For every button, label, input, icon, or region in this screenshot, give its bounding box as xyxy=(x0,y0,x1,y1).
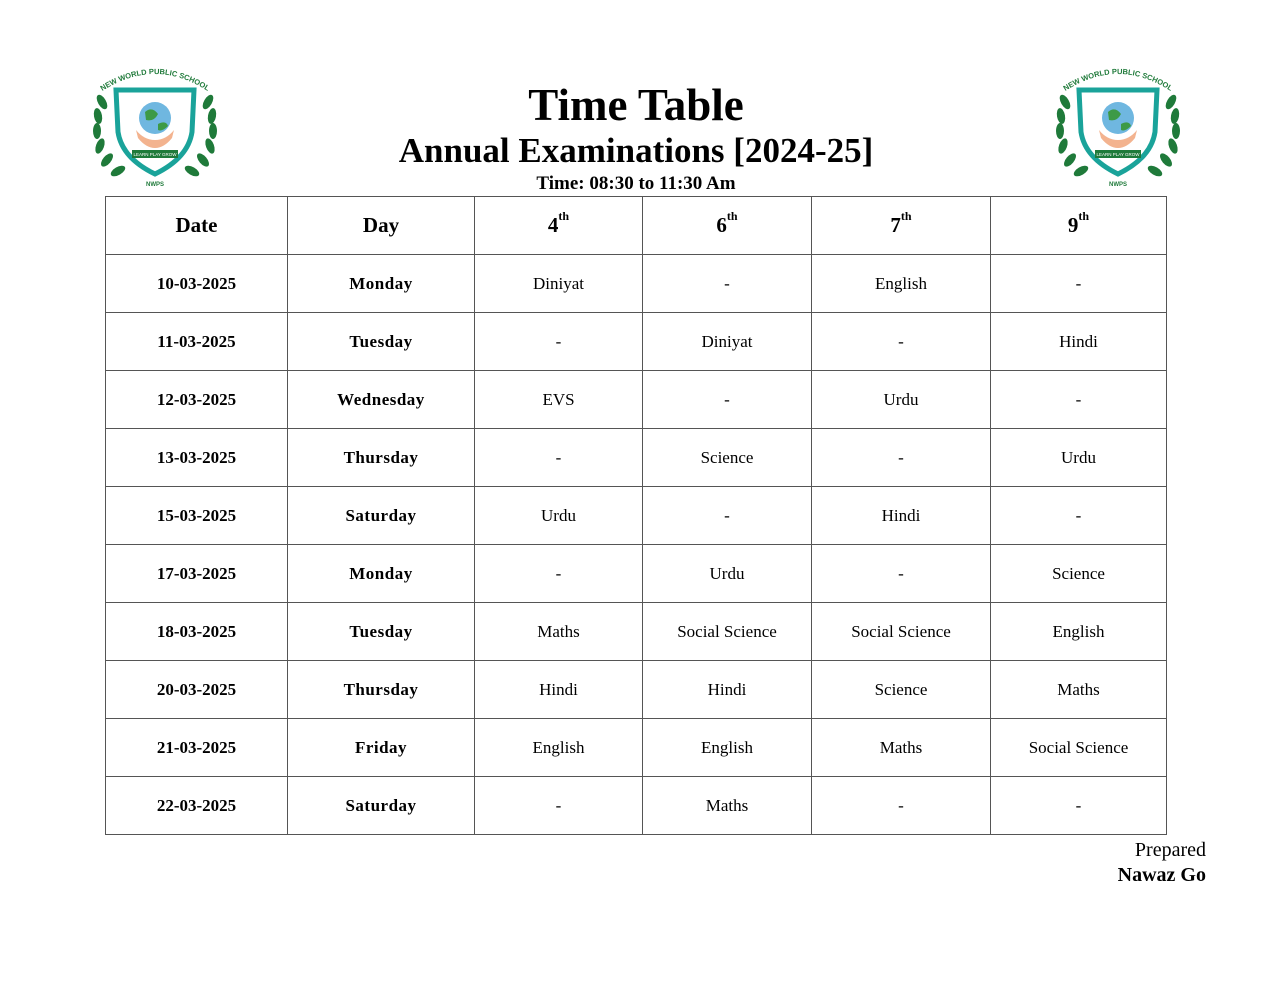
date-cell: 18-03-2025 xyxy=(106,603,288,661)
subject-cell: Hindi xyxy=(643,661,812,719)
date-cell: 20-03-2025 xyxy=(106,661,288,719)
date-cell: 21-03-2025 xyxy=(106,719,288,777)
exam-time: Time: 08:30 to 11:30 Am xyxy=(536,173,736,194)
subject-cell: - xyxy=(475,313,643,371)
subject-cell: - xyxy=(475,545,643,603)
column-header: 4th xyxy=(475,197,643,255)
date-cell: 17-03-2025 xyxy=(106,545,288,603)
date-cell: 10-03-2025 xyxy=(106,255,288,313)
svg-text:NEW WORLD PUBLIC SCHOOL: NEW WORLD PUBLIC SCHOOL xyxy=(1061,66,1175,93)
day-cell: Friday xyxy=(288,719,475,777)
exam-subtitle: Annual Examinations [2024-25] xyxy=(398,131,874,170)
table-row xyxy=(106,429,1167,487)
svg-text:NWPS: NWPS xyxy=(1109,182,1127,188)
table-row xyxy=(106,313,1167,371)
subject-cell: - xyxy=(643,371,812,429)
day-cell: Saturday xyxy=(288,777,475,835)
subject-cell: - xyxy=(643,255,812,313)
subject-cell: Urdu xyxy=(812,371,991,429)
page-title: Time Table xyxy=(528,80,744,130)
date-cell: 12-03-2025 xyxy=(106,371,288,429)
subject-cell: - xyxy=(991,255,1167,313)
subject-cell: - xyxy=(812,429,991,487)
day-cell: Tuesday xyxy=(288,313,475,371)
subject-cell: - xyxy=(991,371,1167,429)
header-row xyxy=(106,197,1167,255)
table-row xyxy=(106,777,1167,835)
subject-cell: Maths xyxy=(643,777,812,835)
table-row xyxy=(106,255,1167,313)
day-cell: Wednesday xyxy=(288,371,475,429)
table-row xyxy=(106,661,1167,719)
subject-cell: Hindi xyxy=(812,487,991,545)
subject-cell: Diniyat xyxy=(643,313,812,371)
svg-text:NWPS: NWPS xyxy=(146,182,164,188)
timetable-header xyxy=(106,197,1167,255)
day-cell: Tuesday xyxy=(288,603,475,661)
subject-cell: Social Science xyxy=(812,603,991,661)
subject-cell: EVS xyxy=(475,371,643,429)
subject-cell: Maths xyxy=(475,603,643,661)
day-cell: Thursday xyxy=(288,661,475,719)
day-cell: Monday xyxy=(288,545,475,603)
subject-cell: Urdu xyxy=(643,545,812,603)
table-row xyxy=(106,371,1167,429)
timetable xyxy=(105,196,1167,835)
column-header: 6th xyxy=(643,197,812,255)
date-cell: 22-03-2025 xyxy=(106,777,288,835)
date-cell: 15-03-2025 xyxy=(106,487,288,545)
prepared-by-label: Prepared xyxy=(1134,839,1206,861)
date-cell: 11-03-2025 xyxy=(106,313,288,371)
subject-cell: Maths xyxy=(991,661,1167,719)
table-row xyxy=(106,487,1167,545)
column-header: 9th xyxy=(991,197,1167,255)
svg-text:LEARN PLAY GROW: LEARN PLAY GROW xyxy=(1096,152,1140,157)
subject-cell: Diniyat xyxy=(475,255,643,313)
subject-cell: Science xyxy=(643,429,812,487)
subject-cell: Science xyxy=(991,545,1167,603)
subject-cell: - xyxy=(643,487,812,545)
subject-cell: Maths xyxy=(812,719,991,777)
subject-cell: English xyxy=(991,603,1167,661)
subject-cell: - xyxy=(812,545,991,603)
table-row xyxy=(106,603,1167,661)
date-cell: 13-03-2025 xyxy=(106,429,288,487)
subject-cell: English xyxy=(643,719,812,777)
subject-cell: - xyxy=(991,487,1167,545)
subject-cell: Social Science xyxy=(991,719,1167,777)
subject-cell: - xyxy=(475,777,643,835)
day-cell: Monday xyxy=(288,255,475,313)
subject-cell: Hindi xyxy=(475,661,643,719)
subject-cell: Social Science xyxy=(643,603,812,661)
svg-text:NEW WORLD PUBLIC SCHOOL: NEW WORLD PUBLIC SCHOOL xyxy=(98,66,212,93)
subject-cell: English xyxy=(475,719,643,777)
subject-cell: - xyxy=(475,429,643,487)
table-row xyxy=(106,545,1167,603)
subject-cell: Hindi xyxy=(991,313,1167,371)
subject-cell: English xyxy=(812,255,991,313)
subject-cell: - xyxy=(812,777,991,835)
preparer-name: Nawaz Go xyxy=(1117,864,1206,886)
subject-cell: Urdu xyxy=(475,487,643,545)
subject-cell: - xyxy=(991,777,1167,835)
timetable-body xyxy=(106,255,1167,835)
subject-cell: - xyxy=(812,313,991,371)
subject-cell: Science xyxy=(812,661,991,719)
subject-cell: Urdu xyxy=(991,429,1167,487)
table-row xyxy=(106,719,1167,777)
day-cell: Saturday xyxy=(288,487,475,545)
svg-text:LEARN PLAY GROW: LEARN PLAY GROW xyxy=(133,152,177,157)
column-header: Date xyxy=(106,197,288,255)
column-header: Day xyxy=(288,197,475,255)
column-header: 7th xyxy=(812,197,991,255)
day-cell: Thursday xyxy=(288,429,475,487)
